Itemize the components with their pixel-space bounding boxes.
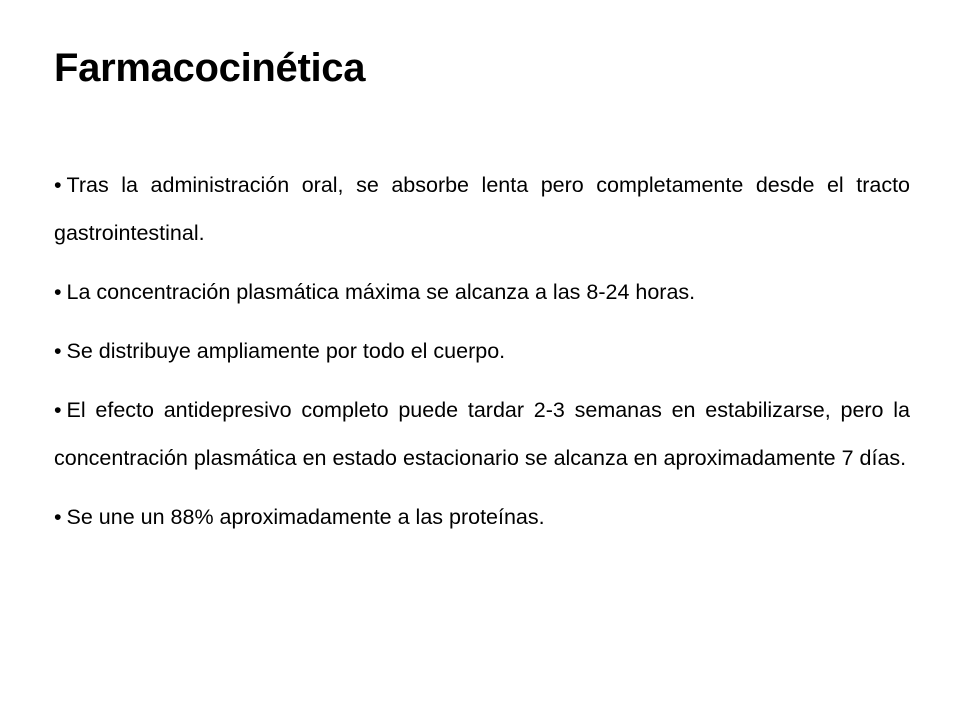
bullet-icon: •	[54, 280, 62, 304]
bullet-text: La concentración plasmática máxima se alcanza a las 8-24 horas.	[66, 280, 696, 304]
bullet-item	[54, 386, 910, 482]
bullet-list	[54, 161, 910, 541]
bullet-icon: •	[54, 505, 62, 529]
bullet-item	[54, 161, 910, 257]
bullet-icon: •	[54, 398, 62, 422]
bullet-text: Se une un 88% aproximadamente a las proteínas.	[66, 505, 545, 529]
bullet-icon: •	[54, 339, 62, 363]
bullet-text: Se distribuye ampliamente por todo el cuerpo.	[66, 339, 506, 363]
bullet-item	[54, 493, 910, 541]
bullet-text: El efecto antidepresivo completo puede tardar 2-3 semanas en estabilizarse, pero la concentración plasmática en estado estacionario se alcanza en aproximadamente 7 días.	[54, 398, 910, 470]
bullet-item	[54, 268, 910, 316]
bullet-text: Tras la administración oral, se absorbe lenta pero completamente desde el tracto gastrointestinal.	[54, 173, 910, 245]
slide-title: Farmacocinética	[54, 46, 366, 90]
bullet-item	[54, 327, 910, 375]
bullet-icon: •	[54, 173, 62, 197]
